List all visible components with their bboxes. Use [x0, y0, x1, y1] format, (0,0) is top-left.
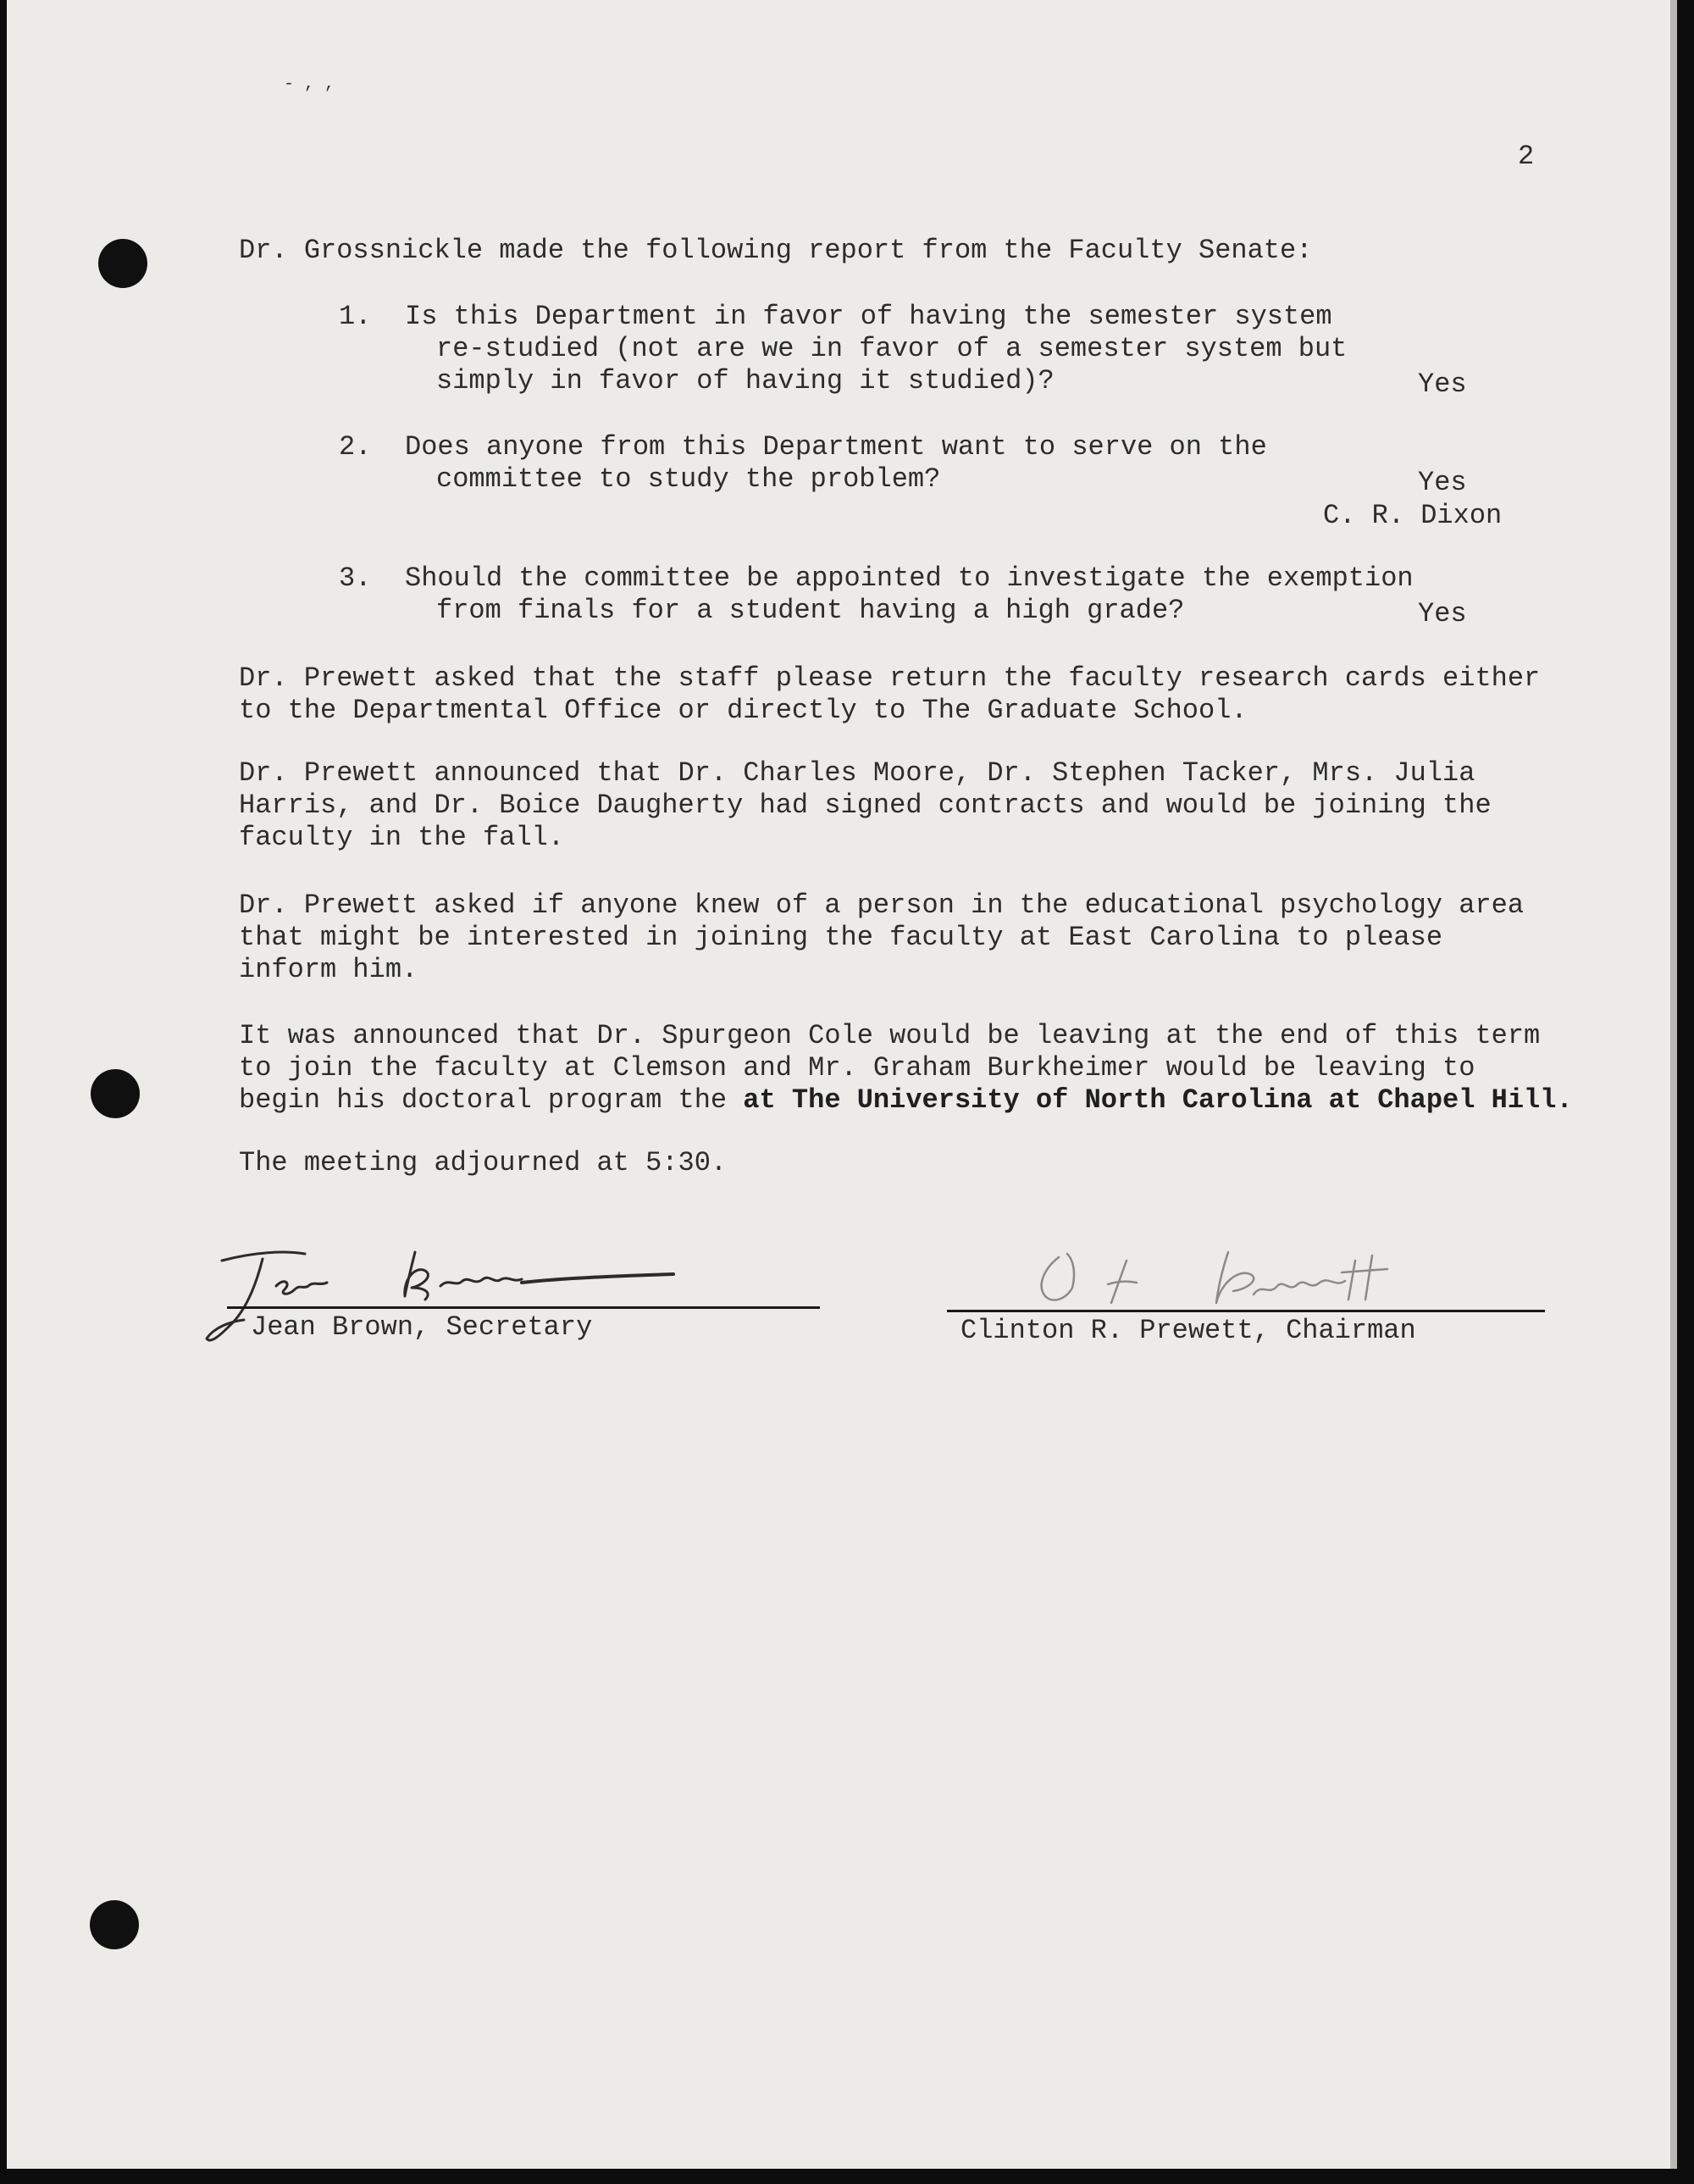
- question-number: 1.: [339, 301, 372, 332]
- stray-mark: - , ,: [284, 75, 335, 94]
- question-number: 2.: [339, 431, 372, 463]
- question-line: Should the committee be appointed to investigate the exemption: [405, 563, 1414, 594]
- paragraph-line: inform him.: [239, 954, 418, 985]
- punch-hole-top: [98, 239, 147, 288]
- paragraph-line: Dr. Prewett asked that the staff please return the faculty research cards either: [239, 662, 1541, 694]
- question-line: Does anyone from this Department want to serve on the: [405, 431, 1267, 463]
- committee-volunteer: C. R. Dixon: [1323, 500, 1503, 531]
- page-number: 2: [1518, 141, 1535, 172]
- paragraph-text: begin his doctoral program the: [239, 1084, 744, 1116]
- paragraph-line: that might be interested in joining the faculty at East Carolina to please: [239, 922, 1443, 953]
- paragraph-line: Dr. Prewett asked if anyone knew of a person in the educational psychology area: [239, 890, 1525, 921]
- secretary-signature-line: [227, 1306, 820, 1309]
- paragraph-line: faculty in the fall.: [239, 822, 565, 853]
- question-answer: Yes: [1418, 598, 1467, 629]
- paragraph-line: Harris, and Dr. Boice Daugherty had signed contracts and would be joining the: [239, 790, 1492, 821]
- question-answer: Yes: [1418, 369, 1467, 400]
- question-number: 3.: [339, 563, 372, 594]
- question-line: simply in favor of having it studied)?: [436, 365, 1055, 396]
- question-answer: Yes: [1418, 467, 1467, 498]
- chairman-signature-line: [947, 1310, 1545, 1312]
- question-line: from finals for a student having a high grade?: [436, 595, 1185, 626]
- paragraph-line: Dr. Prewett announced that Dr. Charles Moore, Dr. Stephen Tacker, Mrs. Julia: [239, 757, 1475, 789]
- question-line: re-studied (not are we in favor of a semester system but: [436, 333, 1348, 364]
- punch-hole-bottom: [90, 1900, 139, 1949]
- paragraph-line: It was announced that Dr. Spurgeon Cole would be leaving at the end of this term: [239, 1020, 1541, 1051]
- paragraph-line: [239, 1084, 1573, 1117]
- chairman-name: Clinton R. Prewett, Chairman: [960, 1315, 1416, 1346]
- adjournment-line: The meeting adjourned at 5:30.: [239, 1147, 728, 1178]
- paragraph-line: to join the faculty at Clemson and Mr. Graham Burkheimer would be leaving to: [239, 1052, 1475, 1084]
- chairman-signature: [999, 1235, 1474, 1320]
- page-edge: [1670, 0, 1677, 2169]
- secretary-name: Jean Brown, Secretary: [251, 1311, 593, 1343]
- question-line: committee to study the problem?: [436, 463, 941, 495]
- report-intro: Dr. Grossnickle made the following report from the Faculty Senate:: [239, 235, 1313, 266]
- punch-hole-middle: [91, 1069, 140, 1118]
- inserted-bold-text: at The University of North Carolina at Chapel Hill.: [743, 1084, 1573, 1116]
- question-line: Is this Department in favor of having the semester system: [405, 301, 1332, 332]
- paragraph-line: to the Departmental Office or directly to The Graduate School.: [239, 695, 1248, 726]
